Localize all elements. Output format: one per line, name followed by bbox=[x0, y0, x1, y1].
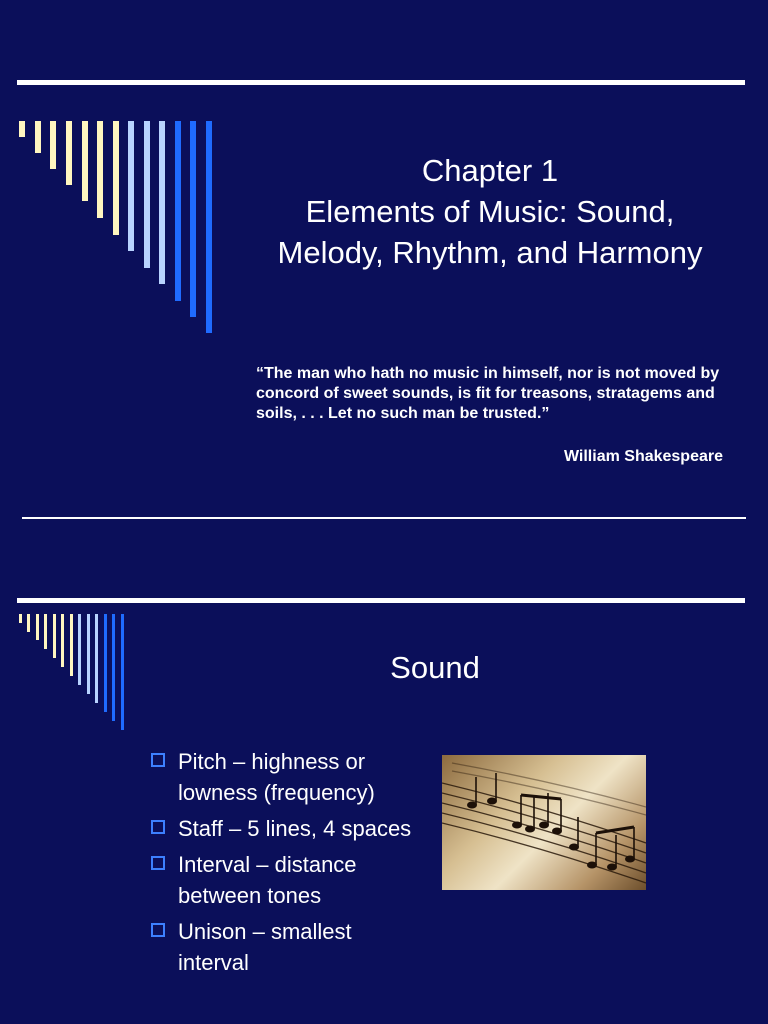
square-bullet-icon bbox=[151, 753, 165, 767]
deco-bar bbox=[78, 614, 81, 685]
deco-bar bbox=[87, 614, 90, 694]
square-bullet-icon bbox=[151, 820, 165, 834]
slide-1-title bbox=[240, 150, 740, 273]
top-divider bbox=[17, 80, 745, 85]
top-divider bbox=[17, 598, 745, 603]
deco-bar bbox=[113, 121, 119, 235]
deco-bar bbox=[159, 121, 165, 284]
deco-bar bbox=[128, 121, 134, 251]
deco-bar bbox=[27, 614, 30, 632]
deco-bar bbox=[50, 121, 56, 169]
bullet-text: Staff – 5 lines, 4 spaces bbox=[178, 816, 412, 841]
decorative-bars bbox=[0, 121, 230, 341]
deco-bar bbox=[66, 121, 72, 185]
slide-2 bbox=[0, 540, 768, 1024]
quote-attribution: William Shakespeare bbox=[563, 448, 723, 465]
deco-bar bbox=[19, 121, 25, 137]
deco-bar bbox=[121, 614, 124, 730]
deco-bar bbox=[53, 614, 56, 658]
deco-bar bbox=[70, 614, 73, 676]
deco-bar bbox=[104, 614, 107, 712]
sheet-music-illustration bbox=[442, 755, 646, 890]
bullet-text: Interval – distance between tones bbox=[178, 852, 357, 908]
sheet-music-photo bbox=[442, 755, 646, 890]
deco-bar bbox=[112, 614, 115, 721]
deco-bar bbox=[144, 121, 150, 268]
deco-bar bbox=[36, 614, 39, 640]
deco-bar bbox=[61, 614, 64, 667]
title-line: Elements of Music: Sound, bbox=[305, 194, 675, 229]
slide-2-title: Sound bbox=[390, 650, 480, 685]
deco-bar bbox=[44, 614, 47, 649]
bullet-text: Unison – smallest interval bbox=[178, 919, 352, 975]
bullet-text: Pitch – highness or lowness (frequency) bbox=[178, 749, 375, 805]
deco-bar bbox=[175, 121, 181, 301]
square-bullet-icon bbox=[151, 856, 165, 870]
deco-bar bbox=[190, 121, 196, 317]
quote-text: “The man who hath no music in himself, nor is not moved by concord of sweet sounds, is fit for treasons, stratagems and soils, . . . Let no such man be trusted.” bbox=[256, 365, 720, 422]
title-line: Melody, Rhythm, and Harmony bbox=[277, 235, 703, 270]
square-bullet-icon bbox=[151, 923, 165, 937]
bullet-item bbox=[150, 849, 420, 911]
deco-bar bbox=[35, 121, 41, 153]
bullet-list bbox=[150, 746, 420, 983]
deco-bar bbox=[19, 614, 22, 623]
deco-bar bbox=[206, 121, 212, 333]
title-line: Chapter 1 bbox=[421, 153, 559, 188]
bottom-divider bbox=[22, 517, 746, 519]
decorative-bars bbox=[0, 614, 130, 734]
bullet-item bbox=[150, 746, 420, 808]
deco-bar bbox=[82, 121, 88, 201]
deco-bar bbox=[97, 121, 103, 218]
bullet-item bbox=[150, 813, 420, 844]
deco-bar bbox=[95, 614, 98, 703]
bullet-item bbox=[150, 916, 420, 978]
